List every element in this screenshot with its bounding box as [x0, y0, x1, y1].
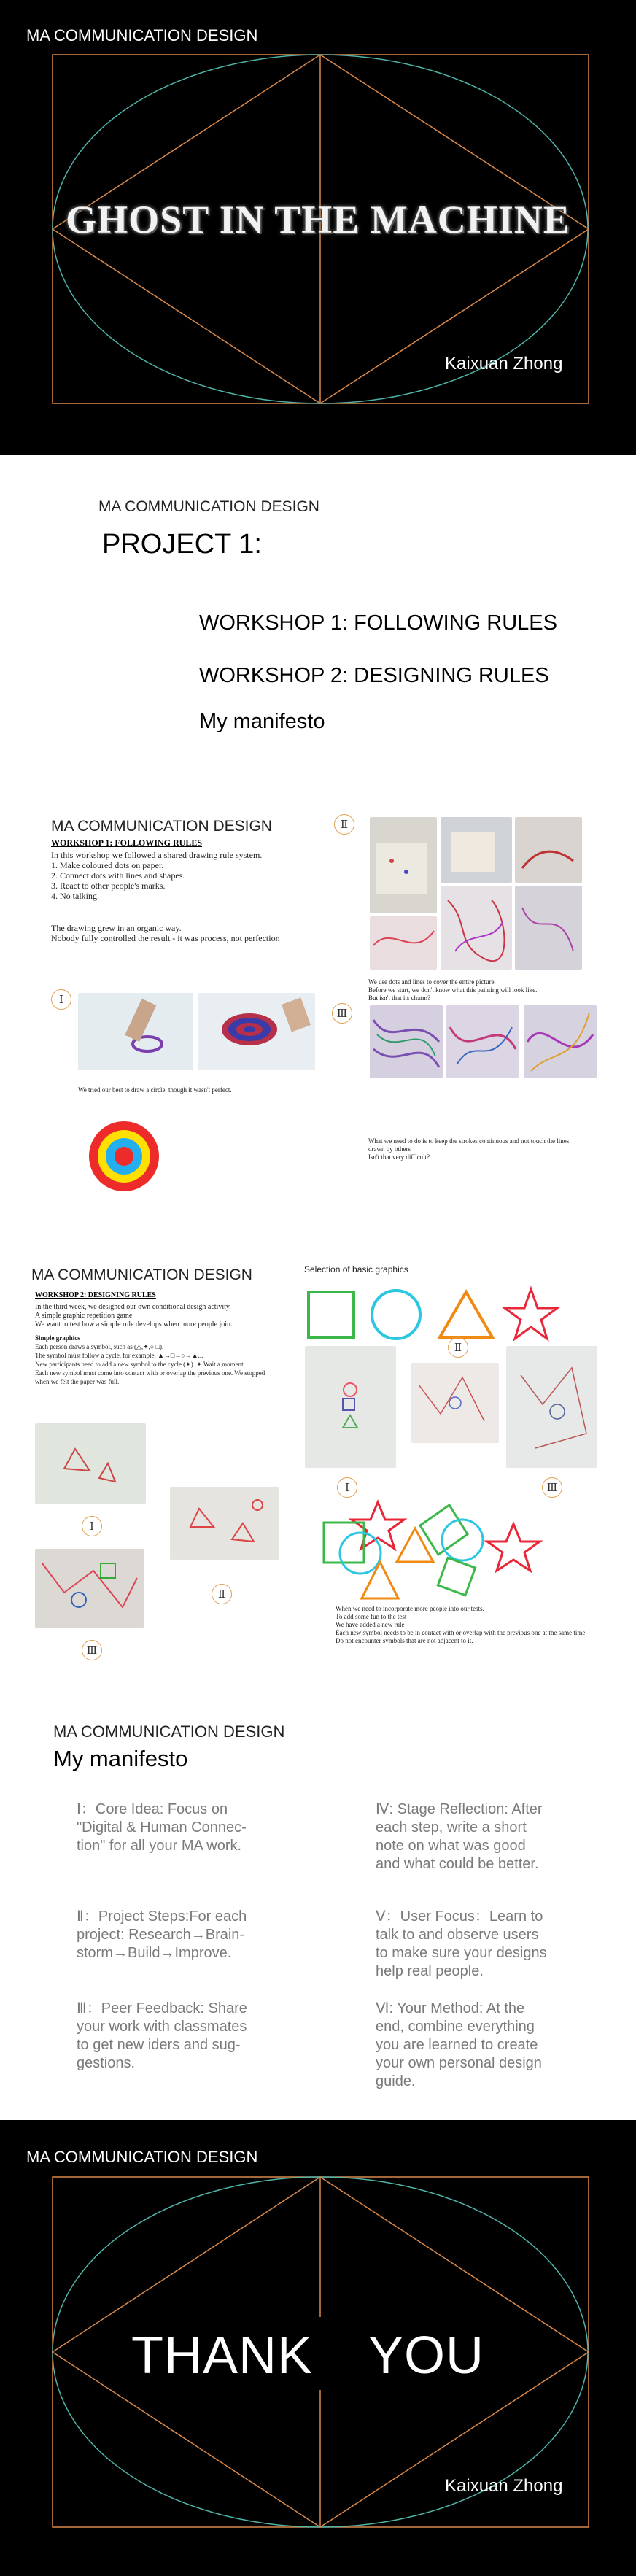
thanks-word-thank: THANK — [131, 2326, 314, 2385]
w1-photo-dots-1 — [370, 817, 437, 913]
w1-subtitle: WORKSHOP 1: FOLLOWING RULES — [51, 838, 203, 848]
w2-photo-sketch-1 — [305, 1346, 396, 1468]
w2-numeral-2a: Ⅱ — [212, 1584, 232, 1604]
cover-header: MA COMMUNICATION DESIGN — [26, 26, 258, 45]
triangle-shape — [440, 1292, 492, 1337]
thanks-author: Kaixuan Zhong — [445, 2476, 563, 2496]
w1-photo-continuous-1 — [370, 1005, 443, 1078]
w1-summary-2: Nobody fully controlled the result - it was process, not perfection — [51, 933, 280, 943]
manifesto-item-1: Ⅰ：Core Idea: Focus on "Digital & Human Connec- tion" for all your MA work. — [77, 1801, 247, 1854]
w1-caption-continuous-2: drawn by others — [368, 1145, 411, 1153]
workshop2-slide — [0, 1264, 636, 1687]
w2-simple-line-3: New participants need to add a new symbol to the cycle (✦). ✦ Wait a moment. — [35, 1361, 245, 1368]
w2-simple-line-2: The symbol must follow a cycle, for example, ▲→□→○→▲... — [35, 1352, 203, 1359]
w2-numeral-2: Ⅱ — [448, 1337, 468, 1358]
w2-intro-3: We want to test how a simple rule develops when more people join. — [35, 1320, 233, 1328]
thanks-word-you: YOU — [368, 2326, 485, 2385]
manifesto-header: MA COMMUNICATION DESIGN — [53, 1722, 285, 1741]
manifesto-item-6: Ⅵ: Your Method: At the end, combine everything you are learned to create your own personal design guide. — [376, 2000, 542, 2089]
w2-basic-shapes — [303, 1277, 565, 1343]
w1-photo-circle-result — [198, 993, 315, 1070]
manifesto-item-2: Ⅱ：Project Steps:For each project: Research→Brain- storm→Build→Improve. — [77, 1908, 247, 1961]
cover-author: Kaixuan Zhong — [445, 354, 563, 374]
w1-photo-continuous-3 — [524, 1005, 597, 1078]
manifesto-item-5: Ⅴ：User Focus：Learn to talk to and observe users to make sure your designs help real people. — [376, 1908, 547, 1979]
w2-photo-triangles — [35, 1423, 146, 1504]
w2-numeral-3: Ⅲ — [542, 1477, 562, 1498]
w1-caption-dots-1: We use dots and lines to cover the entire picture. — [368, 978, 496, 986]
w2-simple-line-4: Each new symbol must come into contact with or overlap the previous one. We stopped — [35, 1369, 265, 1377]
w1-caption-circle: We tried our best to draw a circle, though it wasn't perfect. — [78, 1086, 232, 1094]
w1-rule-3: 3. React to other people's marks. — [51, 881, 166, 891]
w2-simple-heading: Simple graphics — [35, 1334, 80, 1342]
w2-note-3: We have added a new rule — [336, 1621, 405, 1628]
w1-numeral-1: Ⅰ — [51, 989, 71, 1010]
w2-photo-collage — [35, 1549, 144, 1628]
w2-photo-sketch-2 — [411, 1363, 499, 1443]
w2-numeral-1a: Ⅰ — [82, 1516, 102, 1536]
w1-rule-1: 1. Make coloured dots on paper. — [51, 860, 164, 870]
w1-photo-dots-6 — [370, 916, 437, 970]
w1-caption-continuous-1: What we need to do is to keep the strokes continuous and not touch the lines — [368, 1137, 570, 1145]
w1-photo-continuous-2 — [446, 1005, 519, 1078]
w2-note-5: Do not encounter symbols that are not adjacent to it. — [336, 1637, 473, 1644]
w2-simple-line-1: Each person draws a symbol, such as (△,✦,○,□). — [35, 1343, 164, 1350]
workshop1-slide — [0, 783, 636, 1264]
w2-subtitle: WORKSHOP 2: DESIGNING RULES — [35, 1291, 156, 1299]
w1-caption-continuous-3: Isn't that very difficult? — [368, 1153, 430, 1161]
w2-numeral-3a: Ⅲ — [82, 1640, 102, 1660]
w1-numeral-2: Ⅱ — [334, 814, 354, 835]
cover-slide — [0, 0, 636, 455]
w2-note-4: Each new symbol needs to be in contact with or overlap with the previous one at the same time. — [336, 1629, 587, 1636]
project-title: PROJECT 1: — [102, 529, 262, 560]
w1-numeral-3: Ⅲ — [332, 1003, 352, 1024]
project-item-workshop1: WORKSHOP 1: FOLLOWING RULES — [199, 611, 557, 635]
w1-header: MA COMMUNICATION DESIGN — [51, 818, 272, 835]
w2-intro-2: A simple graphic repetition game — [35, 1312, 133, 1320]
w1-target-graphic — [88, 1120, 160, 1193]
w1-photo-dots-4 — [441, 886, 512, 970]
cover-title: GHOST IN THE MACHINE — [66, 198, 570, 241]
w2-header: MA COMMUNICATION DESIGN — [31, 1266, 252, 1283]
w1-caption-dots-2: Before we start, we don't know what this painting will look like. — [368, 986, 538, 994]
w2-intro-1: In the third week, we designed our own conditional design activity. — [35, 1303, 231, 1311]
w2-numeral-1: Ⅰ — [337, 1477, 357, 1498]
w1-rule-2: 2. Connect dots with lines and shapes. — [51, 870, 185, 881]
manifesto-title: My manifesto — [53, 1746, 188, 1771]
star-shape — [505, 1289, 557, 1339]
thanks-header: MA COMMUNICATION DESIGN — [26, 2148, 258, 2166]
manifesto-item-4: Ⅳ: Stage Reflection: After each step, write a short note on what was good and what could be better. — [376, 1801, 543, 1872]
w1-photo-dots-5 — [515, 886, 582, 970]
w1-caption-dots-3: But isn't that its charm? — [368, 994, 431, 1002]
w2-simple-line-5: when we felt the paper was full. — [35, 1378, 120, 1385]
w1-intro: In this workshop we followed a shared drawing rule system. — [51, 850, 263, 860]
w1-photo-circle-drawing — [78, 993, 193, 1070]
circle-shape — [372, 1291, 420, 1339]
w2-photo-triangles-2 — [170, 1487, 279, 1560]
w1-photo-dots-2 — [441, 817, 512, 883]
thanks-slide — [0, 2120, 636, 2576]
project-slide — [0, 455, 636, 783]
w2-selection-label: Selection of basic graphics — [304, 1264, 408, 1275]
project-item-workshop2: WORKSHOP 2: DESIGNING RULES — [199, 664, 549, 687]
manifesto-item-3: Ⅲ：Peer Feedback: Share your work with classmates to get new iders and sug- gestions. — [77, 2000, 247, 2071]
w1-summary-1: The drawing grew in an organic way. — [51, 923, 182, 933]
w2-photo-sketch-3 — [506, 1346, 597, 1468]
w2-combined-shapes — [318, 1496, 551, 1613]
w2-note-2: To add some fun to the test — [336, 1613, 407, 1620]
project-header: MA COMMUNICATION DESIGN — [98, 498, 319, 515]
project-item-manifesto: My manifesto — [199, 710, 325, 733]
w1-rule-4: 4. No talking. — [51, 891, 99, 901]
w2-note-1: When we need to incorporate more people into our tests. — [336, 1605, 484, 1612]
square-shape — [309, 1292, 354, 1337]
manifesto-slide — [0, 1687, 636, 2120]
thanks-frame-graphic — [0, 2120, 636, 2576]
w1-photo-dots-3 — [515, 817, 582, 883]
